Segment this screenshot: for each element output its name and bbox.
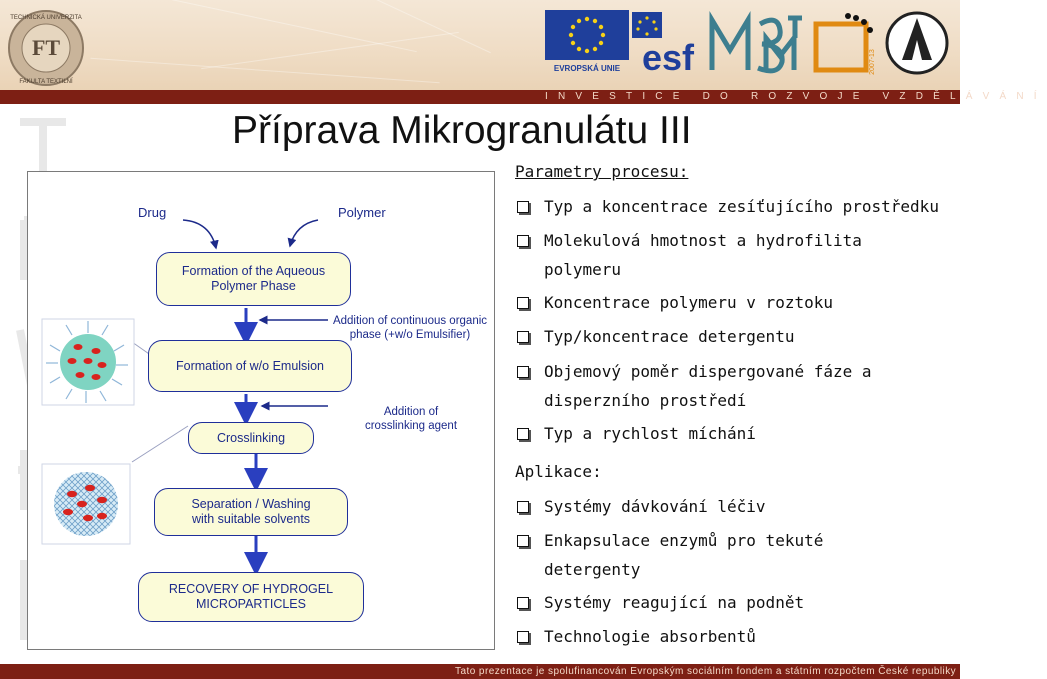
applications-heading: Aplikace:: [515, 462, 602, 481]
header-banner: [0, 0, 960, 90]
svg-text:FT: FT: [31, 35, 61, 60]
list-item: Koncentrace polymeru v roztoku: [515, 288, 955, 318]
list-item: Objemový poměr dispergované fáze a disperzního prostředí: [515, 357, 955, 415]
list-item: Enkapsulace enzymů pro tekuté detergenty: [515, 526, 955, 584]
page-title: Příprava Mikrogranulátu III: [232, 109, 692, 152]
checkbox-bullet-icon: [517, 597, 529, 609]
checkbox-bullet-icon: [517, 331, 529, 343]
drug-label: Drug: [138, 205, 167, 220]
note-crosslinking-agent: Addition of crosslinking agent: [364, 406, 458, 432]
svg-text:EVROPSKÁ UNIE: EVROPSKÁ UNIE: [553, 64, 621, 73]
checkbox-bullet-icon: [517, 535, 529, 547]
op-logo-icon: [808, 10, 880, 78]
invest-slogan: INVESTICE DO ROZVOJE VZDĚLÁVÁNÍ: [545, 91, 1047, 102]
list-item: Technologie absorbentů: [515, 622, 955, 652]
university-emblem-icon: [884, 10, 950, 76]
polymer-label: Polymer: [338, 205, 386, 220]
process-diagram: [27, 171, 495, 650]
emulsion-droplet-icon: [42, 319, 134, 405]
footer-text: Tato prezentace je spolufinancován Evropským sociálním fondem a státním rozpočtem České republiky: [455, 666, 957, 677]
checkbox-bullet-icon: [517, 428, 529, 440]
checkbox-bullet-icon: [517, 366, 529, 378]
tul-logo-icon: [6, 8, 86, 88]
svg-text:esf: esf: [641, 37, 695, 78]
esf-logo-icon: [632, 12, 704, 78]
step-crosslinking: Crosslinking: [188, 422, 314, 454]
checkbox-bullet-icon: [517, 201, 529, 213]
eu-flag-icon: [545, 10, 629, 74]
applications-list: [515, 492, 955, 652]
note-organic-phase: Addition of continuous organic phase (+w/o Emulsifier): [332, 315, 488, 341]
checkbox-bullet-icon: [517, 631, 529, 643]
checkbox-bullet-icon: [517, 501, 529, 513]
params-list: [515, 192, 955, 449]
list-item: Systémy reagující na podnět: [515, 588, 955, 618]
msmt-logo-icon: [708, 10, 804, 76]
list-item: Molekulová hmotnost a hydrofilita polymeru: [515, 226, 955, 284]
list-item: Systémy dávkování léčiv: [515, 492, 955, 522]
list-item: Typ a rychlost míchání: [515, 419, 955, 449]
checkbox-bullet-icon: [517, 297, 529, 309]
svg-text:2007-13: 2007-13: [869, 49, 876, 75]
svg-text:FAKULTA TEXTILNÍ: FAKULTA TEXTILNÍ: [19, 79, 73, 85]
hydrogel-microparticle-icon: [42, 464, 130, 544]
list-item: Typ/koncentrace detergentu: [515, 322, 955, 352]
svg-text:TECHNICKÁ UNIVERZITA: TECHNICKÁ UNIVERZITA: [10, 15, 82, 21]
params-heading: Parametry procesu:: [515, 162, 689, 181]
step-emulsion: Formation of w/o Emulsion: [148, 340, 352, 392]
step-recovery: RECOVERY OF HYDROGEL MICROPARTICLES: [138, 572, 364, 622]
list-item: Typ a koncentrace zesíťujícího prostředku: [515, 192, 955, 222]
step-separation: Separation / Washing with suitable solvents: [154, 488, 348, 536]
checkbox-bullet-icon: [517, 235, 529, 247]
step-aqueous-phase: Formation of the Aqueous Polymer Phase: [156, 252, 351, 306]
